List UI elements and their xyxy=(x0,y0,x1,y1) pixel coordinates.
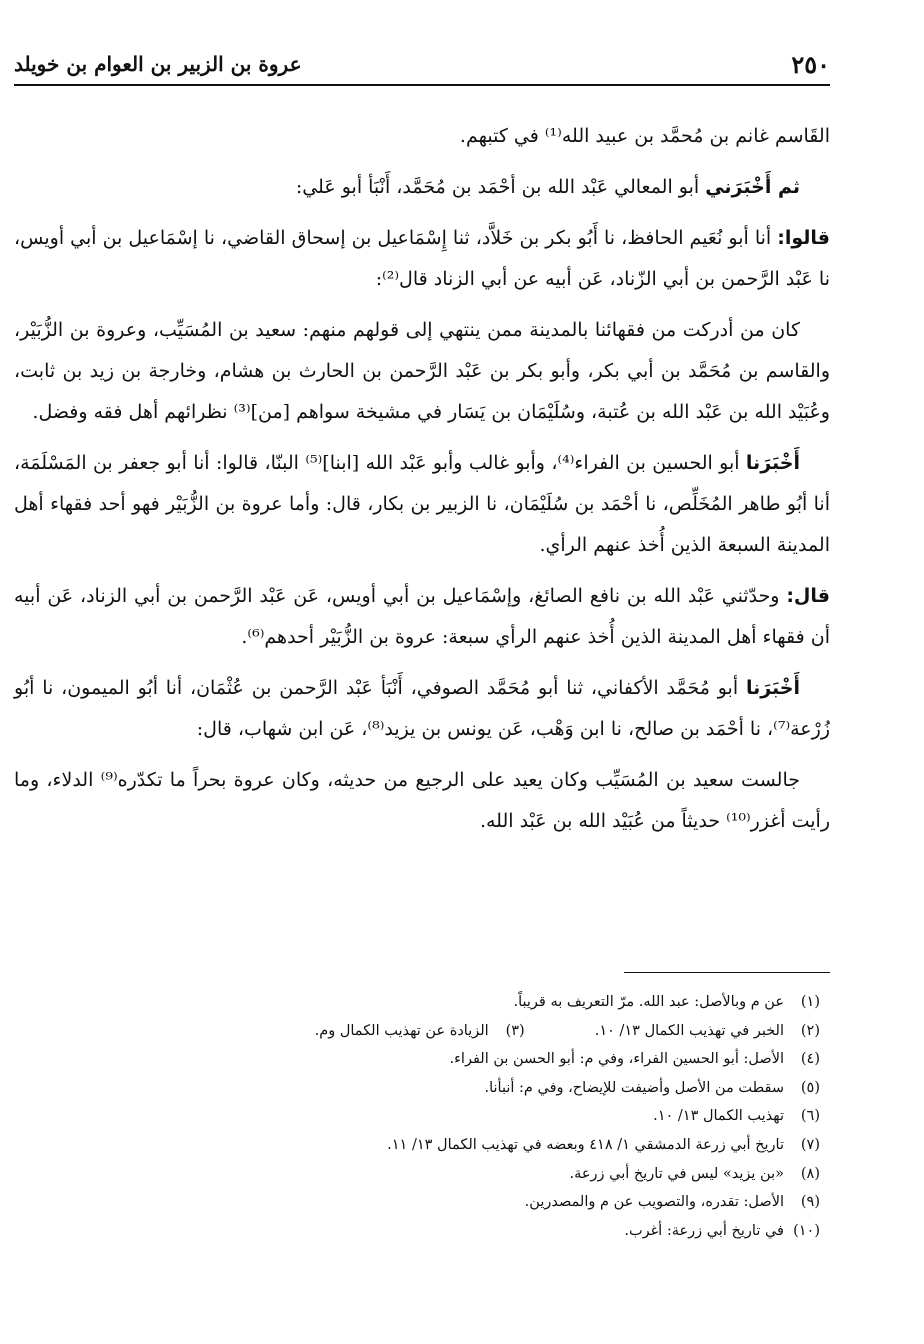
footnote-text: سقطت من الأصل وأضيفت للإيضاح، وفي م: أنبأنا. xyxy=(484,1079,784,1096)
footnotes xyxy=(60,988,820,1245)
paragraph-6 xyxy=(14,576,830,658)
footnote-number: (٣) xyxy=(505,1022,525,1039)
footnote-text: الخبر في تهذيب الكمال ١٣/ ١٠. xyxy=(594,1022,784,1039)
footnote-text: تاريخ أبي زرعة الدمشقي ١/ ٤١٨ وبعضه في تهذيب الكمال ١٣/ ١١. xyxy=(387,1136,784,1153)
paragraph-7 xyxy=(14,668,830,750)
footnote-number: (٥) xyxy=(800,1079,820,1096)
paragraph-2 xyxy=(14,167,830,208)
footnote-text: عن م وبالأصل: عبد الله. مرّ التعريف به قريباً. xyxy=(513,994,784,1010)
footnote-item xyxy=(60,1160,820,1189)
footnote-text: الزيادة عن تهذيب الكمال وم. xyxy=(314,1022,489,1039)
footnote-number: (٦) xyxy=(800,1108,820,1125)
paragraph-4: كان من أدركت من فقهائنا بالمدينة ممن ينتهي إلى قولهم منهم: سعيد بن المُسَيِّب، وعروة بن الزُّبَيْر، والقاسم بن مُحَمَّد بن أبي بكر، وأبو بكر بن عَبْد الرَّحمن بن الحارث بن هشام، وخارجة بن زيد بن ثابت، وعُبَيْد الله بن عَبْد الله بن عُتبة، وسُلَيْمَان بن يَسَار في مشيخة سواهم [من]⁽³⁾ نظرائهم أهل فقه وفضل. xyxy=(14,319,830,423)
footnote-number: (٢) xyxy=(800,1022,820,1039)
paragraph-7-text: أبو مُحَمَّد الأكفاني، ثنا أبو مُحَمَّد الصوفي، أَنْبَأ عَبْد الرَّحمن بن عُثْمَان، أنا أبُو الميمون، نا أبُو زُرْعة⁽⁷⁾، نا أحْمَد بن صالح، نا ابن وَهْب، عَن يونس بن يزيد⁽⁸⁾، عَن ابن شهاب، قال: xyxy=(14,677,830,740)
isnad-lead: قال: xyxy=(786,585,830,607)
footnote-text: تهذيب الكمال ١٣/ ١٠. xyxy=(653,1108,784,1125)
paragraph-5 xyxy=(14,443,830,566)
footnote-number: (٧) xyxy=(800,1136,820,1153)
footnote-number: (١) xyxy=(800,994,820,1010)
footnote-number: (١٠) xyxy=(793,1222,820,1239)
footnote-item xyxy=(60,1074,820,1103)
isnad-lead: قالوا: xyxy=(777,227,830,249)
paragraph-1: القَاسم غانم بن مُحمَّد بن عبيد الله⁽¹⁾ في كتبهم. xyxy=(459,125,830,147)
footnote-item xyxy=(60,1188,820,1217)
isnad-lead: أَخْبَرَنا xyxy=(745,452,800,474)
paragraph-3 xyxy=(14,218,830,300)
paragraph-5-text: أبو الحسين بن الفراء⁽⁴⁾، وأبو غالب وأبو عَبْد الله [ابنا]⁽⁵⁾ البنّا، قالوا: أنا أبو جعفر بن المَسْلَمَة، أنا أبُو طاهر المُخَلِّص، نا أحْمَد بن سُلَيْمَان، نا الزبير بن بكار، قال: وأما عروة بن الزُّبَيْر فهو أحد فقهاء أهل المدينة السبعة الذين أُخذ عنهم الرأي. xyxy=(14,452,830,556)
footnote-item xyxy=(60,1217,820,1246)
isnad-lead: أَخْبَرَنا xyxy=(745,677,800,699)
footnote-item xyxy=(60,1017,820,1046)
footnote-text: الأصل: أبو الحسين الفراء، وفي م: أبو الحسن بن الفراء. xyxy=(449,1051,784,1068)
paragraph-2-text: أبو المعالي عَبْد الله بن أحْمَد بن مُحَمَّد، أَنْبَأ أبو عَلي: xyxy=(295,176,706,198)
page-header xyxy=(14,44,830,86)
paragraph-8: جالست سعيد بن المُسَيِّب وكان يعيد على الرجيع من حديثه، وكان عروة بحراً ما تكدّره⁽⁹⁾ الدلاء، وما رأيت أغزر⁽¹⁰⁾ حديثاً من عُبَيْد الله بن عَبْد الله. xyxy=(14,769,830,832)
footnote-number: (٩) xyxy=(800,1194,820,1211)
footnote-number: (٤) xyxy=(800,1051,820,1068)
paragraph-6-text: وحدّثني عَبْد الله بن نافع الصائغ، وإسْمَاعيل بن أبي أويس، عَن عَبْد الرَّحمن بن أبي الزناد، عَن أبيه أن فقهاء أهل المدينة الذين أُخذ عنهم الرأي سبعة: عروة بن الزُّبَيْر أحدهم⁽⁶⁾. xyxy=(14,585,830,648)
footnote-item xyxy=(60,988,820,1017)
main-text xyxy=(14,116,830,852)
page-number: ٢٥٠ xyxy=(791,50,830,79)
footnote-item xyxy=(60,1102,820,1131)
footnote-item xyxy=(60,1045,820,1074)
isnad-lead: ثم أَخْبَرَني xyxy=(705,176,800,198)
footnote-text: «بن يزيد» ليس في تاريخ أبي زرعة. xyxy=(569,1165,784,1182)
footnote-separator xyxy=(624,972,830,973)
running-title: عروة بن الزبير بن العوام بن خويلد xyxy=(14,52,302,76)
paragraph-3-text: أنا أبو نُعَيم الحافظ، نا أَبُو بكر بن خَلاَّد، ثنا إِسْمَاعيل بن إسحاق القاضي، نا إسْمَاعيل بن أبي أويس، نا عَبْد الرَّحمن بن أبي الزّناد، عَن أبيه عن أبي الزناد قال⁽²⁾: xyxy=(14,227,830,290)
footnote-number: (٨) xyxy=(800,1165,820,1182)
footnote-text: في تاريخ أبي زرعة: أغرب. xyxy=(624,1222,784,1239)
footnote-text: الأصل: تقدره، والتصويب عن م والمصدرين. xyxy=(524,1194,784,1211)
footnote-item xyxy=(60,1131,820,1160)
